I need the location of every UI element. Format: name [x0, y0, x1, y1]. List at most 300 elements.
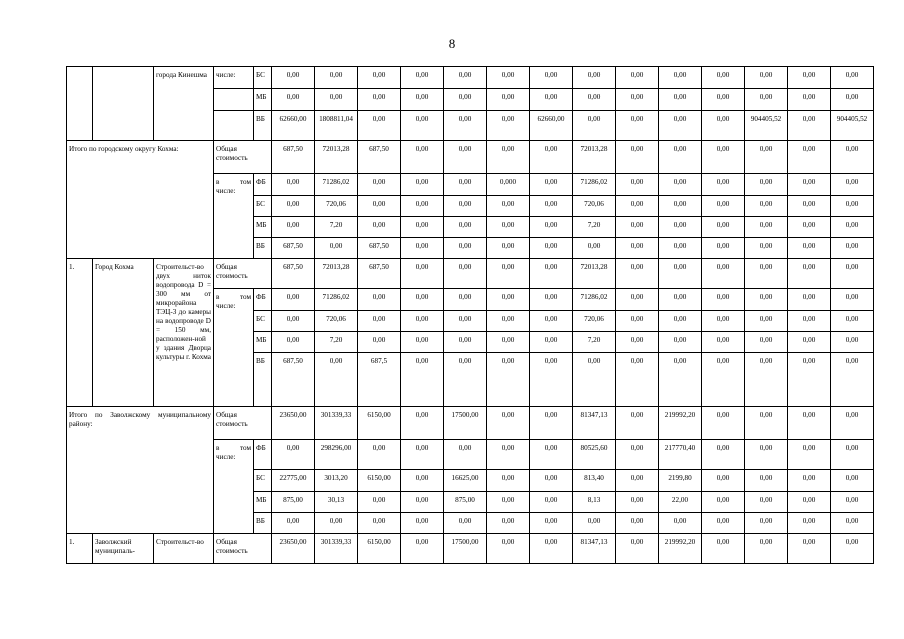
budget-table — [66, 66, 874, 564]
table-cell: 0,00 — [702, 238, 745, 259]
table-cell: 0,00 — [616, 407, 659, 440]
r-kokhma-item — [67, 259, 874, 289]
table-cell: 0,00 — [573, 67, 616, 89]
table-cell: 0,00 — [272, 513, 315, 534]
table-cell: 0,00 — [487, 492, 530, 513]
table-cell: 0,00 — [487, 67, 530, 89]
table-cell: 0,00 — [444, 311, 487, 332]
table-cell: 0,00 — [401, 492, 444, 513]
table-cell: 0,00 — [788, 534, 831, 564]
table-cell: 0,00 — [530, 67, 573, 89]
table-cell: 17500,00 — [444, 534, 487, 564]
table-cell: 0,00 — [831, 534, 874, 564]
table-cell: 0,00 — [272, 332, 315, 353]
table-cell: 6150,00 — [358, 534, 401, 564]
table-cell: 0,00 — [272, 217, 315, 238]
table-cell: 0,00 — [358, 111, 401, 141]
table-cell: 0,00 — [444, 67, 487, 89]
table-cell: 71286,02 — [315, 174, 358, 196]
table-cell: 0,00 — [487, 311, 530, 332]
table-cell: Общая стоимость — [214, 259, 272, 289]
table-cell: ВБ — [254, 111, 272, 141]
table-cell: 22,00 — [659, 492, 702, 513]
table-cell: 0,00 — [358, 440, 401, 470]
table-cell: 2199,80 — [659, 470, 702, 492]
table-cell: 0,00 — [616, 353, 659, 407]
table-cell: 0,00 — [444, 513, 487, 534]
table-cell: 0,00 — [401, 259, 444, 289]
table-cell: 0,00 — [530, 141, 573, 174]
table-cell: 16625,00 — [444, 470, 487, 492]
table-cell: 0,00 — [530, 332, 573, 353]
table-cell: 0,00 — [616, 217, 659, 238]
table-cell: 0,00 — [788, 470, 831, 492]
table-cell: 0,00 — [745, 513, 788, 534]
table-cell: МБ — [254, 217, 272, 238]
table-cell: 0,00 — [659, 289, 702, 311]
table-cell: 0,00 — [530, 470, 573, 492]
table-cell: 0,00 — [444, 238, 487, 259]
table-cell: 0,00 — [702, 332, 745, 353]
table-cell: 0,00 — [487, 332, 530, 353]
table-cell: 0,00 — [358, 217, 401, 238]
table-cell: 0,00 — [659, 311, 702, 332]
table-cell: 904405,52 — [745, 111, 788, 141]
table-cell: 0,00 — [573, 111, 616, 141]
table-cell: 0,00 — [444, 289, 487, 311]
table-cell: 687,50 — [272, 141, 315, 174]
table-cell: 219992,20 — [659, 534, 702, 564]
table-cell: 0,00 — [358, 196, 401, 217]
table-cell: Строительст-во — [154, 534, 214, 564]
table-cell: 0,00 — [401, 407, 444, 440]
table-cell: 0,00 — [487, 440, 530, 470]
table-cell: 0,00 — [315, 67, 358, 89]
table-cell: 0,00 — [444, 196, 487, 217]
table-cell: 0,00 — [788, 332, 831, 353]
table-cell: 0,00 — [745, 289, 788, 311]
table-cell: 0,00 — [530, 534, 573, 564]
table-cell: 0,00 — [745, 174, 788, 196]
table-cell: 72013,28 — [573, 141, 616, 174]
table-cell: 6150,00 — [358, 407, 401, 440]
table-cell: 0,00 — [702, 311, 745, 332]
table-cell: 0,00 — [702, 492, 745, 513]
table-cell: 0,00 — [530, 174, 573, 196]
table-cell: 7,20 — [573, 217, 616, 238]
table-cell: 0,00 — [788, 67, 831, 89]
table-cell: 0,00 — [401, 89, 444, 111]
table-cell: Общая стоимость — [214, 534, 272, 564]
table-cell: 687,50 — [272, 238, 315, 259]
table-cell: 0,00 — [745, 196, 788, 217]
table-cell: 0,00 — [358, 289, 401, 311]
table-cell: 0,00 — [831, 513, 874, 534]
table-cell: 0,00 — [444, 174, 487, 196]
table-cell: 0,00 — [530, 353, 573, 407]
table-cell: 0,00 — [831, 407, 874, 440]
table-cell: 17500,00 — [444, 407, 487, 440]
table-cell: 0,00 — [487, 513, 530, 534]
table-cell: 0,00 — [702, 353, 745, 407]
table-cell: 0,00 — [616, 470, 659, 492]
table-cell: 72013,28 — [315, 141, 358, 174]
table-cell: 0,00 — [315, 238, 358, 259]
table-cell: 720,06 — [315, 311, 358, 332]
table-cell: 687,50 — [272, 259, 315, 289]
table-cell: 0,00 — [745, 238, 788, 259]
table-cell: 0,00 — [401, 111, 444, 141]
table-cell: 0,00 — [702, 67, 745, 89]
table-cell: МБ — [254, 492, 272, 513]
table-cell: 62660,00 — [530, 111, 573, 141]
table-cell: 0,00 — [745, 332, 788, 353]
table-cell: 0,00 — [530, 311, 573, 332]
table-cell: 22775,00 — [272, 470, 315, 492]
table-cell: БС — [254, 67, 272, 89]
table-cell: 0,00 — [745, 492, 788, 513]
table-cell: 0,00 — [616, 289, 659, 311]
table-cell: 687,50 — [358, 238, 401, 259]
table-cell: 0,00 — [487, 141, 530, 174]
table-cell: 1808811,04 — [315, 111, 358, 141]
table-cell: 813,40 — [573, 470, 616, 492]
table-cell: 0,00 — [487, 289, 530, 311]
table-cell: 0,00 — [831, 67, 874, 89]
table-cell: 0,00 — [831, 289, 874, 311]
table-cell: 0,00 — [401, 353, 444, 407]
table-cell: 0,00 — [745, 311, 788, 332]
table-cell: МБ — [254, 332, 272, 353]
table-cell: 6150,00 — [358, 470, 401, 492]
table-cell: 0,00 — [788, 513, 831, 534]
table-cell: 0,00 — [659, 111, 702, 141]
table-cell: в том числе: — [214, 289, 254, 407]
table-cell: 0,00 — [702, 407, 745, 440]
table-cell: 0,00 — [745, 534, 788, 564]
table-cell: 0,00 — [616, 67, 659, 89]
table-cell: ФБ — [254, 440, 272, 470]
table-cell: 687,50 — [358, 141, 401, 174]
table-cell: 0,00 — [788, 174, 831, 196]
table-cell: БС — [254, 470, 272, 492]
table-cell: ВБ — [254, 238, 272, 259]
table-cell: 0,00 — [616, 196, 659, 217]
table-cell: 0,00 — [616, 259, 659, 289]
table-cell: 0,00 — [788, 407, 831, 440]
table-cell: 0,00 — [401, 217, 444, 238]
table-cell: 0,00 — [530, 407, 573, 440]
table-cell: 0,00 — [530, 492, 573, 513]
r-total-kokhma — [67, 141, 874, 174]
table-cell: 0,00 — [487, 534, 530, 564]
table-cell: 0,00 — [788, 111, 831, 141]
table-cell — [214, 111, 254, 141]
table-cell: 301339,33 — [315, 407, 358, 440]
table-cell: МБ — [254, 89, 272, 111]
table-cell: 0,00 — [401, 196, 444, 217]
table-cell: 0,00 — [616, 141, 659, 174]
table-cell: 0,00 — [487, 196, 530, 217]
table-cell: 0,00 — [444, 217, 487, 238]
table-cell: 904405,52 — [831, 111, 874, 141]
table-cell: 0,00 — [401, 238, 444, 259]
table-cell: 0,00 — [573, 513, 616, 534]
table-cell: 0,00 — [487, 353, 530, 407]
table-cell: 0,00 — [788, 141, 831, 174]
table-cell: 0,00 — [444, 440, 487, 470]
table-cell: 1. — [67, 259, 93, 407]
table-cell: 0,00 — [616, 440, 659, 470]
table-cell: 0,00 — [659, 67, 702, 89]
table-cell: 3013,20 — [315, 470, 358, 492]
table-cell: 0,00 — [831, 353, 874, 407]
table-cell: 80525,60 — [573, 440, 616, 470]
table-body — [67, 67, 874, 564]
table-cell: 62660,00 — [272, 111, 315, 141]
table-cell: 0,00 — [788, 492, 831, 513]
table-cell: 0,00 — [487, 407, 530, 440]
table-cell: 0,00 — [702, 440, 745, 470]
table-cell: 0,00 — [702, 89, 745, 111]
table-cell: 0,00 — [745, 440, 788, 470]
table-cell: 219992,20 — [659, 407, 702, 440]
table-cell: БС — [254, 196, 272, 217]
table-cell: Итого по городскому округу Кохма: — [67, 141, 214, 259]
table-cell: 0,00 — [616, 238, 659, 259]
table-cell: 0,00 — [702, 470, 745, 492]
table-cell: 875,00 — [444, 492, 487, 513]
page-number: 8 — [448, 36, 456, 51]
table-cell: 0,00 — [745, 470, 788, 492]
table-cell: 0,00 — [530, 289, 573, 311]
table-cell: 0,00 — [315, 89, 358, 111]
table-cell: 0,00 — [745, 141, 788, 174]
table-cell: 0,00 — [745, 67, 788, 89]
table-cell: 0,00 — [401, 289, 444, 311]
table-cell: 0,00 — [659, 196, 702, 217]
table-cell: 0,00 — [616, 513, 659, 534]
table-cell: 0,00 — [702, 259, 745, 289]
table-cell: 1. — [67, 534, 93, 564]
table-cell: 687,50 — [358, 259, 401, 289]
table-cell: 0,00 — [702, 217, 745, 238]
table-cell: 0,00 — [788, 259, 831, 289]
table-cell: 0,00 — [788, 89, 831, 111]
table-cell: 0,00 — [702, 513, 745, 534]
r-city-kineshma-bs — [67, 67, 874, 89]
table-cell: 0,00 — [444, 259, 487, 289]
table-cell: 0,000 — [487, 174, 530, 196]
table-cell: 0,00 — [401, 174, 444, 196]
table-cell: 0,00 — [831, 196, 874, 217]
table-cell: ФБ — [254, 174, 272, 196]
table-cell: 0,00 — [401, 311, 444, 332]
table-cell: 8,13 — [573, 492, 616, 513]
table-cell: 0,00 — [358, 513, 401, 534]
table-cell: 217770,40 — [659, 440, 702, 470]
table-cell: 0,00 — [659, 174, 702, 196]
table-cell: 0,00 — [616, 332, 659, 353]
table-cell: 0,00 — [487, 259, 530, 289]
table-cell: 0,00 — [702, 196, 745, 217]
table-cell: 720,06 — [315, 196, 358, 217]
table-cell: 0,00 — [745, 407, 788, 440]
table-cell: ВБ — [254, 353, 272, 407]
table-cell: 0,00 — [272, 289, 315, 311]
table-cell: 720,06 — [573, 311, 616, 332]
table-cell: 7,20 — [315, 217, 358, 238]
table-cell: 0,00 — [272, 89, 315, 111]
table-cell: 0,00 — [831, 332, 874, 353]
table-cell: 0,00 — [530, 238, 573, 259]
table-cell: 0,00 — [831, 311, 874, 332]
table-cell: 0,00 — [272, 196, 315, 217]
table-cell: 0,00 — [358, 332, 401, 353]
table-cell: 7,20 — [573, 332, 616, 353]
table-cell: 0,00 — [487, 217, 530, 238]
table-cell: 0,00 — [487, 89, 530, 111]
table-cell: 0,00 — [831, 440, 874, 470]
table-cell: 0,00 — [358, 492, 401, 513]
table-cell: 0,00 — [401, 67, 444, 89]
table-cell: 0,00 — [659, 259, 702, 289]
table-cell: 0,00 — [745, 259, 788, 289]
table-cell: 0,00 — [444, 111, 487, 141]
table-cell: 0,00 — [745, 89, 788, 111]
table-cell: 0,00 — [702, 111, 745, 141]
table-cell: 0,00 — [831, 259, 874, 289]
table-cell: 687,5 — [358, 353, 401, 407]
table-cell: 0,00 — [401, 513, 444, 534]
table-cell: 687,50 — [272, 353, 315, 407]
table-cell: 71286,02 — [573, 174, 616, 196]
table-cell: 0,00 — [401, 440, 444, 470]
table-cell: Строительст-во двух ниток водопровода D = 300 мм от микрорайона ТЭЦ-3 до камеры на водопроводе D = 150 мм, расположен-ной у здания Дворца культуры г. Кохма — [154, 259, 214, 407]
table-cell: 0,00 — [444, 89, 487, 111]
table-cell: 0,00 — [659, 513, 702, 534]
table-cell: 0,00 — [831, 238, 874, 259]
table-cell: 71286,02 — [315, 289, 358, 311]
table-cell: 0,00 — [616, 89, 659, 111]
table-cell: 0,00 — [659, 217, 702, 238]
table-cell: 81347,13 — [573, 534, 616, 564]
table-cell: 0,00 — [616, 111, 659, 141]
table-cell: 0,00 — [659, 353, 702, 407]
table-cell: 0,00 — [530, 196, 573, 217]
table-cell: 0,00 — [487, 470, 530, 492]
table-cell: 0,00 — [401, 534, 444, 564]
table-cell: 0,00 — [444, 141, 487, 174]
table-cell: 0,00 — [487, 238, 530, 259]
table-cell — [214, 89, 254, 111]
table-cell: 0,00 — [401, 470, 444, 492]
table-cell: 0,00 — [702, 534, 745, 564]
table-cell: 30,13 — [315, 492, 358, 513]
table-cell: города Кинешма — [154, 67, 214, 141]
table-cell: 0,00 — [788, 440, 831, 470]
table-cell: 298296,00 — [315, 440, 358, 470]
table-cell: 0,00 — [272, 311, 315, 332]
table-cell: 875,00 — [272, 492, 315, 513]
table-cell: 0,00 — [702, 289, 745, 311]
table-cell: 0,00 — [272, 440, 315, 470]
table-cell: 0,00 — [616, 311, 659, 332]
table-cell: Город Кохма — [93, 259, 154, 407]
table-cell: 23650,00 — [272, 407, 315, 440]
table-cell: 301339,33 — [315, 534, 358, 564]
table-cell: 0,00 — [831, 174, 874, 196]
table-cell: 0,00 — [745, 353, 788, 407]
table-cell: 0,00 — [702, 174, 745, 196]
table-cell: 0,00 — [530, 440, 573, 470]
table-cell: 0,00 — [788, 289, 831, 311]
table-cell: в том числе: — [214, 440, 254, 534]
table-cell: 0,00 — [831, 89, 874, 111]
table-cell: 0,00 — [788, 217, 831, 238]
table-cell: 0,00 — [659, 332, 702, 353]
table-cell: 0,00 — [358, 311, 401, 332]
table-cell: 0,00 — [616, 174, 659, 196]
table-cell: 0,00 — [659, 89, 702, 111]
table-cell: 0,00 — [788, 238, 831, 259]
table-cell: Заволжский муниципаль- — [93, 534, 154, 564]
table-cell: 23650,00 — [272, 534, 315, 564]
table-cell: 72013,28 — [573, 259, 616, 289]
table-cell: 0,00 — [788, 196, 831, 217]
table-cell: в том числе: — [214, 174, 254, 259]
table-cell: 0,00 — [616, 492, 659, 513]
table-cell: 0,00 — [530, 217, 573, 238]
table-cell — [67, 67, 93, 141]
table-cell: числе: — [214, 67, 254, 89]
table-cell: 0,00 — [530, 89, 573, 111]
table-cell: 0,00 — [487, 111, 530, 141]
table-cell: 0,00 — [659, 238, 702, 259]
table-cell: 81347,13 — [573, 407, 616, 440]
table-cell: 720,06 — [573, 196, 616, 217]
r-zavolzhsk-item — [67, 534, 874, 564]
table-cell: БС — [254, 311, 272, 332]
table-cell: 0,00 — [788, 353, 831, 407]
table-cell: 0,00 — [530, 259, 573, 289]
table-cell: Общая стоимость — [214, 407, 272, 440]
table-cell: ВБ — [254, 513, 272, 534]
table-cell: Общая стоимость — [214, 141, 272, 174]
table-cell: 0,00 — [573, 89, 616, 111]
table-cell: 0,00 — [831, 492, 874, 513]
table-cell: 0,00 — [272, 67, 315, 89]
table-cell: 0,00 — [831, 217, 874, 238]
table-cell: 0,00 — [315, 353, 358, 407]
table-cell: 0,00 — [616, 534, 659, 564]
table-cell: 0,00 — [358, 89, 401, 111]
r-total-zavolzhsk — [67, 407, 874, 440]
table-cell: 0,00 — [659, 141, 702, 174]
table-cell: 0,00 — [401, 141, 444, 174]
table-cell: 7,20 — [315, 332, 358, 353]
table-cell: 0,00 — [831, 141, 874, 174]
table-cell: ФБ — [254, 289, 272, 311]
table-cell: 0,00 — [444, 353, 487, 407]
table-cell: 72013,28 — [315, 259, 358, 289]
table-cell: 0,00 — [444, 332, 487, 353]
table-cell: 0,00 — [315, 513, 358, 534]
table-cell: 0,00 — [573, 238, 616, 259]
table-cell: 0,00 — [358, 67, 401, 89]
table-cell: 0,00 — [358, 174, 401, 196]
table-cell: 0,00 — [272, 174, 315, 196]
